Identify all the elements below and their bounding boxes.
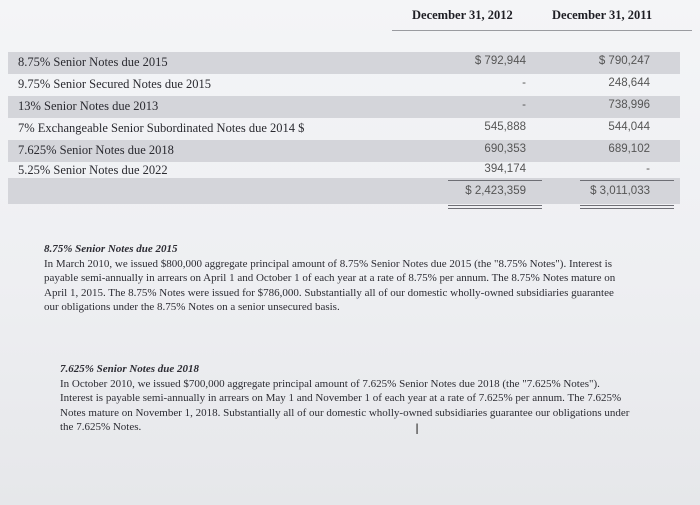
row-value-2011: 738,996: [608, 99, 650, 111]
total-rule-2011: [580, 180, 674, 181]
row-value-2012: 690,353: [484, 143, 526, 155]
row-value-2011: -: [646, 163, 650, 175]
table-row: [8, 140, 680, 162]
row-value-2011: 544,044: [608, 121, 650, 133]
row-label: 13% Senior Notes due 2013: [18, 99, 159, 113]
column-header-2011: December 31, 2011: [552, 8, 653, 22]
double-rule-2012: [448, 205, 542, 209]
row-value-2011: $ 790,247: [598, 55, 650, 67]
table-row: [8, 118, 680, 140]
note-8-75-senior-notes: [44, 242, 629, 315]
row-label: 5.25% Senior Notes due 2022: [18, 163, 168, 177]
total-rule-2012: [448, 180, 542, 181]
total-value-2011: $ 3,011,033: [590, 185, 650, 197]
row-value-2012: -: [522, 77, 526, 89]
double-rule-2011: [580, 205, 674, 209]
table-row: [8, 52, 680, 74]
note-body: In October 2010, we issued $700,000 aggregate principal amount of 7.625% Senior Notes due 2018 (the "7.625% Notes"). Interest is payable semi-annually in arrears on May 1 and November 1 of each year at a rate of 7.625% per annum. The 7.625% Notes mature on November 1, 2018. Substantially all of our domestic wholly-owned subsidiaries guarantee our obligations under the 7.625% Notes.: [60, 377, 630, 433]
table-row: [8, 96, 680, 118]
total-value-2012: $ 2,423,359: [465, 185, 526, 197]
header-divider: [392, 30, 692, 31]
note-body: In March 2010, we issued $800,000 aggregate principal amount of 8.75% Senior Notes due 2015 (the "8.75% Notes"). Interest is payable semi-annually in arrears on April 1 and October 1 of each year at a rate of 8.75% per annum. The 8.75% Notes mature on April 1, 2015. The 8.75% Notes were issued for $786,000. Substantially all of our domestic wholly-owned subsidiaries guarantee our obligations under the 8.75% Notes on a senior unsecured basis.: [44, 257, 616, 313]
row-label: 7.625% Senior Notes due 2018: [18, 143, 174, 157]
row-label: 9.75% Senior Secured Notes due 2015: [18, 77, 212, 91]
table-row: [8, 74, 680, 96]
note-title: 8.75% Senior Notes due 2015: [44, 243, 178, 255]
row-value-2011: 689,102: [608, 143, 650, 155]
note-7-625-senior-notes: [60, 362, 630, 435]
note-title: 7.625% Senior Notes due 2018: [60, 363, 200, 375]
row-value-2012: $ 792,944: [474, 55, 526, 67]
total-row-background: [8, 178, 680, 204]
row-label: 8.75% Senior Notes due 2015: [18, 55, 168, 69]
row-value-2012: 545,888: [484, 121, 526, 133]
row-value-2012: 394,174: [484, 163, 526, 175]
text-cursor-icon: I: [415, 422, 420, 438]
row-label: 7% Exchangeable Senior Subordinated Notes due 2014 $: [18, 121, 305, 135]
column-header-2012: December 31, 2012: [412, 8, 513, 22]
row-value-2012: -: [522, 99, 526, 111]
row-value-2011: 248,644: [608, 77, 650, 89]
